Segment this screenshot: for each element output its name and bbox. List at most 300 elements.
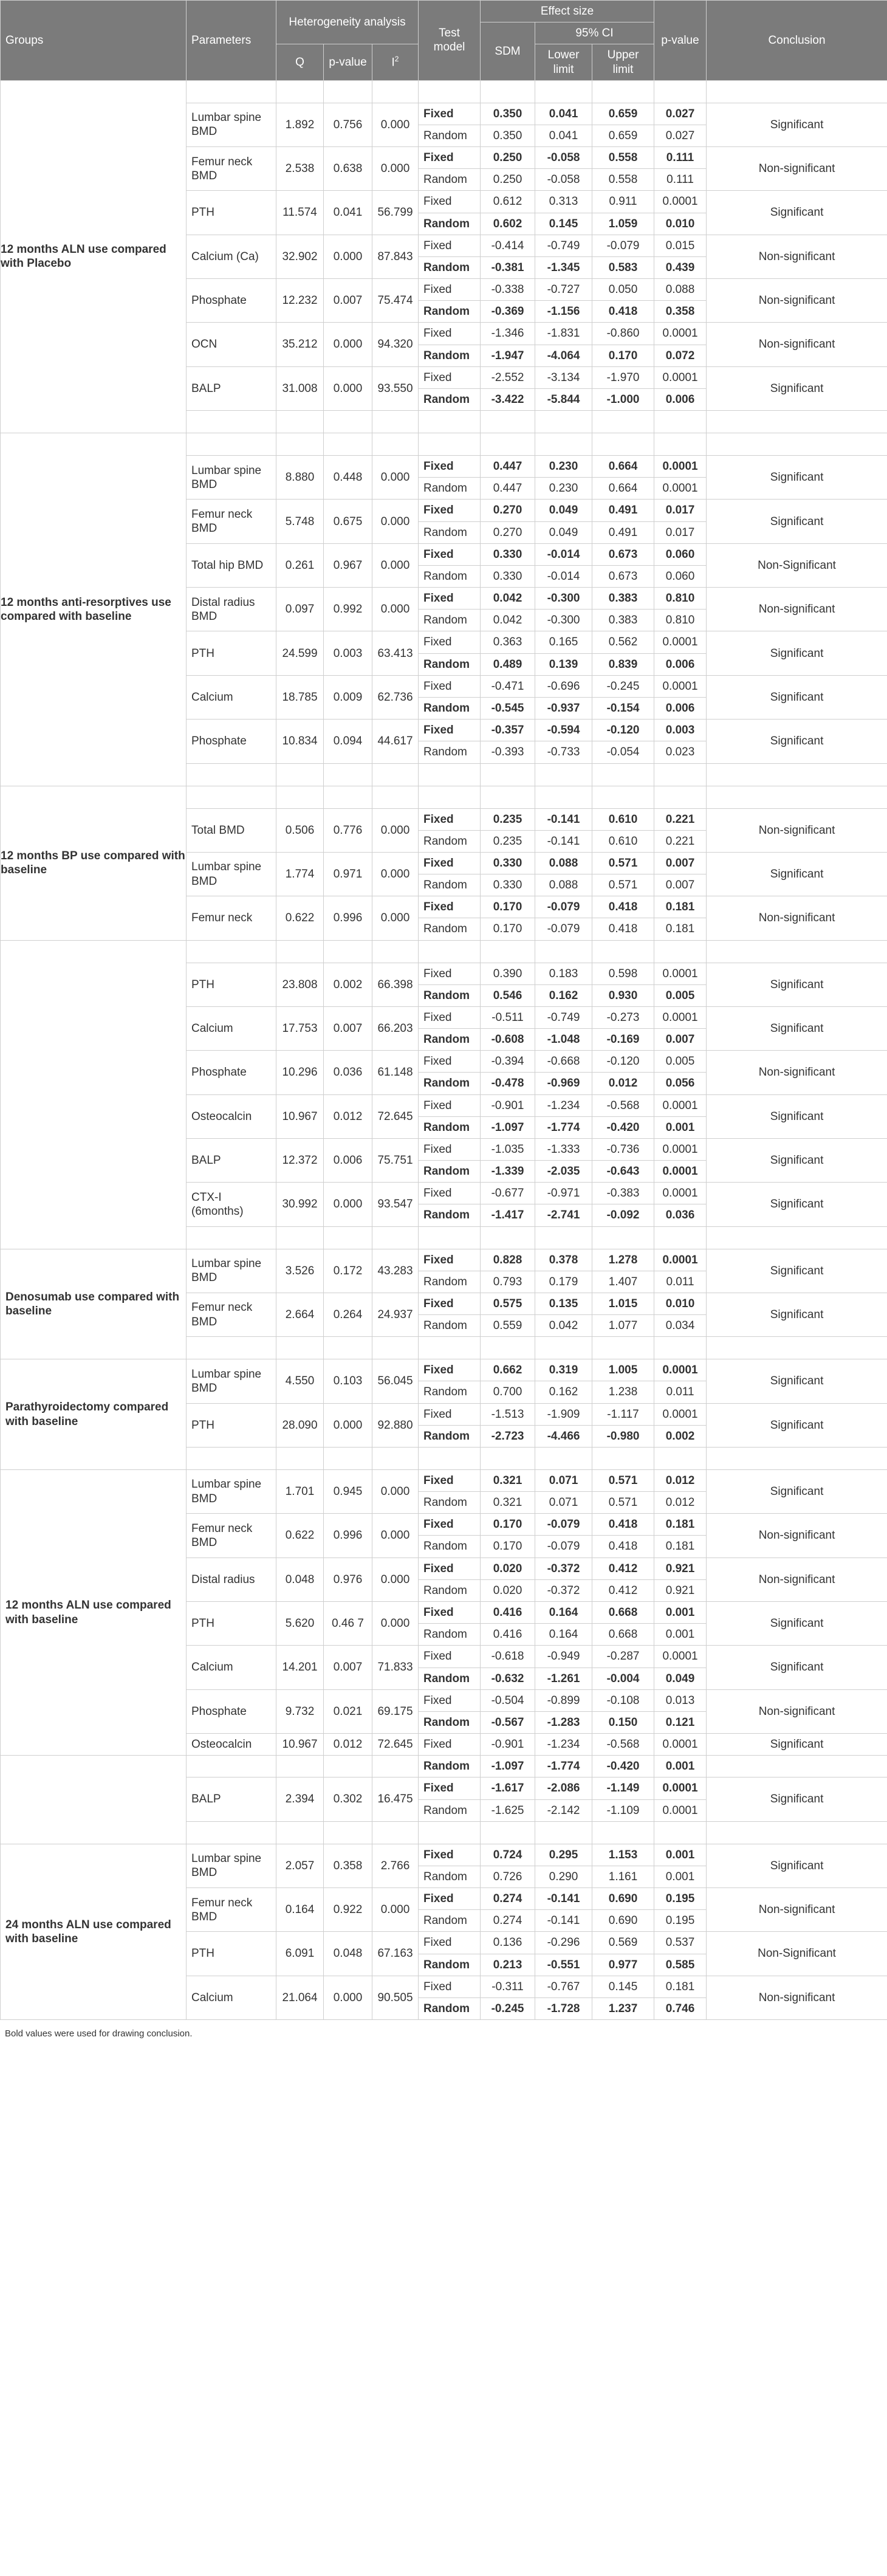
test-model: Random — [419, 256, 481, 278]
empty-cell — [276, 1821, 324, 1844]
ci-lower-limit: -2.086 — [535, 1777, 592, 1799]
heterogeneity-q: 0.261 — [276, 543, 324, 587]
heterogeneity-q: 0.622 — [276, 896, 324, 940]
empty-cell — [535, 1337, 592, 1359]
effect-sdm: -1.097 — [481, 1116, 535, 1138]
ci-upper-limit: -0.120 — [592, 720, 654, 741]
parameter-name: PTH — [187, 631, 276, 675]
empty-cell — [592, 763, 654, 786]
test-model: Fixed — [419, 1976, 481, 1997]
header-q: Q — [276, 44, 324, 80]
ci-lower-limit: -3.134 — [535, 366, 592, 388]
heterogeneity-q — [276, 1756, 324, 1777]
effect-p-value: 0.181 — [654, 1536, 707, 1558]
heterogeneity-q: 0.097 — [276, 588, 324, 631]
heterogeneity-q: 12.232 — [276, 279, 324, 323]
ci-upper-limit: 0.050 — [592, 279, 654, 301]
heterogeneity-q: 18.785 — [276, 675, 324, 719]
heterogeneity-q: 6.091 — [276, 1932, 324, 1976]
test-model: Random — [419, 1204, 481, 1226]
ci-lower-limit: -4.466 — [535, 1425, 592, 1447]
effect-sdm: 0.350 — [481, 125, 535, 146]
parameter-name: Femur neck BMD — [187, 1514, 276, 1558]
ci-upper-limit: 0.610 — [592, 830, 654, 852]
empty-cell — [187, 940, 276, 963]
heterogeneity-p-value: 0.000 — [324, 1183, 372, 1226]
ci-upper-limit: 0.571 — [592, 1469, 654, 1491]
ci-lower-limit: -0.079 — [535, 1514, 592, 1536]
test-model: Fixed — [419, 896, 481, 918]
effect-p-value: 0.0001 — [654, 323, 707, 345]
group-label — [1, 940, 187, 1249]
header-lower-limit: Lower limit — [535, 44, 592, 80]
effect-sdm: -0.393 — [481, 741, 535, 763]
heterogeneity-q: 2.057 — [276, 1844, 324, 1887]
ci-upper-limit: -0.273 — [592, 1006, 654, 1028]
heterogeneity-p-value: 0.003 — [324, 631, 372, 675]
effect-sdm: -0.478 — [481, 1073, 535, 1094]
heterogeneity-p-value: 0.006 — [324, 1138, 372, 1182]
effect-sdm: 0.612 — [481, 191, 535, 213]
ci-upper-limit: -0.383 — [592, 1183, 654, 1204]
ci-upper-limit: 0.571 — [592, 852, 654, 874]
ci-lower-limit: -0.733 — [535, 741, 592, 763]
parameter-name: Total hip BMD — [187, 543, 276, 587]
effect-p-value: 0.023 — [654, 741, 707, 763]
test-model: Random — [419, 1315, 481, 1337]
empty-cell — [276, 411, 324, 433]
ci-lower-limit: -1.909 — [535, 1403, 592, 1425]
parameter-name: Calcium — [187, 1006, 276, 1050]
heterogeneity-i2: 93.547 — [372, 1183, 419, 1226]
parameter-name: Osteocalcin — [187, 1734, 276, 1756]
conclusion: Non-significant — [707, 808, 887, 852]
test-model: Fixed — [419, 1138, 481, 1160]
effect-p-value: 0.0001 — [654, 631, 707, 653]
empty-cell — [187, 1337, 276, 1359]
header-test-model: Test model — [419, 1, 481, 81]
empty-cell — [707, 411, 887, 433]
conclusion: Non-significant — [707, 1976, 887, 2019]
heterogeneity-p-value: 0.000 — [324, 1976, 372, 2019]
test-model: Random — [419, 565, 481, 587]
spacer-row — [1, 433, 887, 456]
ci-upper-limit: -0.154 — [592, 697, 654, 719]
test-model: Random — [419, 1579, 481, 1601]
parameter-name: Lumbar spine BMD — [187, 852, 276, 896]
ci-lower-limit: 0.164 — [535, 1624, 592, 1646]
empty-cell — [276, 786, 324, 808]
heterogeneity-i2: 56.799 — [372, 191, 419, 235]
effect-sdm: -0.311 — [481, 1976, 535, 1997]
ci-lower-limit: -0.749 — [535, 235, 592, 256]
ci-upper-limit: 0.583 — [592, 256, 654, 278]
heterogeneity-q: 5.748 — [276, 500, 324, 543]
heterogeneity-p-value: 0.302 — [324, 1777, 372, 1821]
parameter-name — [187, 1756, 276, 1777]
effect-p-value: 0.0001 — [654, 1006, 707, 1028]
effect-sdm: -0.677 — [481, 1183, 535, 1204]
effect-p-value: 0.0001 — [654, 1734, 707, 1756]
empty-cell — [372, 786, 419, 808]
heterogeneity-q: 11.574 — [276, 191, 324, 235]
test-model: Fixed — [419, 279, 481, 301]
test-model: Fixed — [419, 456, 481, 478]
effect-sdm: -1.417 — [481, 1204, 535, 1226]
ci-lower-limit: -0.372 — [535, 1558, 592, 1579]
heterogeneity-i2: 75.751 — [372, 1138, 419, 1182]
test-model: Fixed — [419, 631, 481, 653]
heterogeneity-i2: 0.000 — [372, 500, 419, 543]
effect-sdm: 0.330 — [481, 543, 535, 565]
test-model: Random — [419, 1954, 481, 1976]
ci-upper-limit: -1.970 — [592, 366, 654, 388]
heterogeneity-i2: 0.000 — [372, 147, 419, 191]
ci-upper-limit: 0.491 — [592, 500, 654, 521]
conclusion: Non-significant — [707, 235, 887, 278]
effect-p-value: 0.810 — [654, 610, 707, 631]
ci-lower-limit: 0.135 — [535, 1293, 592, 1314]
effect-p-value: 0.0001 — [654, 963, 707, 984]
heterogeneity-p-value: 0.000 — [324, 1403, 372, 1447]
parameter-name: BALP — [187, 366, 276, 410]
parameter-name: Lumbar spine BMD — [187, 103, 276, 146]
ci-upper-limit: 1.077 — [592, 1315, 654, 1337]
ci-lower-limit: -0.058 — [535, 147, 592, 169]
test-model: Random — [419, 1799, 481, 1821]
ci-lower-limit: 0.162 — [535, 984, 592, 1006]
empty-cell — [419, 433, 481, 456]
empty-cell — [592, 411, 654, 433]
empty-cell — [372, 1226, 419, 1249]
test-model: Fixed — [419, 808, 481, 830]
effect-p-value: 0.0001 — [654, 366, 707, 388]
effect-sdm: -0.567 — [481, 1711, 535, 1733]
empty-cell — [707, 763, 887, 786]
ci-lower-limit: -0.749 — [535, 1006, 592, 1028]
ci-upper-limit: 0.150 — [592, 1711, 654, 1733]
ci-upper-limit: -0.420 — [592, 1756, 654, 1777]
table-row — [1, 1469, 887, 1491]
ci-upper-limit: -0.420 — [592, 1116, 654, 1138]
heterogeneity-q: 21.064 — [276, 1976, 324, 2019]
effect-p-value: 0.005 — [654, 1051, 707, 1073]
conclusion: Non-significant — [707, 588, 887, 631]
test-model: Fixed — [419, 323, 481, 345]
conclusion: Significant — [707, 1138, 887, 1182]
ci-lower-limit: 0.313 — [535, 191, 592, 213]
test-model: Random — [419, 1997, 481, 2019]
effect-p-value: 0.221 — [654, 808, 707, 830]
heterogeneity-q: 30.992 — [276, 1183, 324, 1226]
effect-sdm: -1.339 — [481, 1161, 535, 1183]
group-label: 24 months ALN use compared with baseline — [1, 1844, 187, 2019]
ci-upper-limit: -0.120 — [592, 1051, 654, 1073]
heterogeneity-i2: 44.617 — [372, 720, 419, 763]
header-groups: Groups — [1, 1, 187, 81]
effect-p-value: 0.012 — [654, 1492, 707, 1514]
ci-lower-limit: -4.064 — [535, 345, 592, 366]
effect-sdm: 0.447 — [481, 478, 535, 500]
ci-upper-limit: 0.383 — [592, 610, 654, 631]
header-parameters: Parameters — [187, 1, 276, 81]
ci-upper-limit: -0.568 — [592, 1734, 654, 1756]
empty-cell — [419, 80, 481, 103]
ci-lower-limit: -0.141 — [535, 830, 592, 852]
conclusion: Significant — [707, 720, 887, 763]
heterogeneity-p-value: 0.048 — [324, 1932, 372, 1976]
empty-cell — [187, 80, 276, 103]
conclusion: Non-significant — [707, 1514, 887, 1558]
effect-p-value: 0.0001 — [654, 1777, 707, 1799]
heterogeneity-p-value: 0.172 — [324, 1249, 372, 1293]
ci-lower-limit: 0.145 — [535, 213, 592, 235]
effect-sdm: 0.447 — [481, 456, 535, 478]
group-label: 12 months ALN use compared with Placebo — [1, 80, 187, 433]
ci-lower-limit: -0.141 — [535, 1910, 592, 1932]
empty-cell — [707, 940, 887, 963]
ci-upper-limit: -0.980 — [592, 1425, 654, 1447]
ci-upper-limit: 1.278 — [592, 1249, 654, 1271]
effect-p-value: 0.010 — [654, 213, 707, 235]
empty-cell — [654, 763, 707, 786]
heterogeneity-p-value: 0.967 — [324, 543, 372, 587]
effect-p-value: 0.060 — [654, 565, 707, 587]
ci-lower-limit: 0.183 — [535, 963, 592, 984]
effect-sdm: -1.947 — [481, 345, 535, 366]
header-effect-size: Effect size — [481, 1, 654, 22]
parameter-name: Osteocalcin — [187, 1094, 276, 1138]
ci-upper-limit: -1.149 — [592, 1777, 654, 1799]
test-model: Fixed — [419, 588, 481, 610]
ci-lower-limit: -2.741 — [535, 1204, 592, 1226]
effect-p-value: 0.0001 — [654, 191, 707, 213]
ci-lower-limit: 0.295 — [535, 1844, 592, 1866]
effect-sdm: -0.618 — [481, 1646, 535, 1668]
effect-p-value: 0.181 — [654, 918, 707, 940]
empty-cell — [324, 1226, 372, 1249]
empty-cell — [481, 940, 535, 963]
ci-upper-limit: 1.005 — [592, 1359, 654, 1381]
ci-lower-limit: 0.164 — [535, 1602, 592, 1624]
effect-p-value: 0.111 — [654, 147, 707, 169]
test-model: Random — [419, 1624, 481, 1646]
empty-cell — [419, 786, 481, 808]
ci-upper-limit: 0.977 — [592, 1954, 654, 1976]
effect-sdm: 0.170 — [481, 896, 535, 918]
empty-cell — [481, 411, 535, 433]
empty-cell — [372, 940, 419, 963]
ci-lower-limit: -2.035 — [535, 1161, 592, 1183]
effect-sdm: -0.414 — [481, 235, 535, 256]
header-sdm: SDM — [481, 22, 535, 81]
heterogeneity-p-value: 0.012 — [324, 1734, 372, 1756]
effect-p-value: 0.034 — [654, 1315, 707, 1337]
test-model: Fixed — [419, 1888, 481, 1910]
empty-cell — [535, 763, 592, 786]
conclusion: Non-Significant — [707, 543, 887, 587]
empty-cell — [535, 411, 592, 433]
parameter-name: Femur neck — [187, 896, 276, 940]
ci-lower-limit: -0.141 — [535, 1888, 592, 1910]
header-het-p-value: p-value — [324, 44, 372, 80]
effect-p-value: 0.027 — [654, 103, 707, 125]
empty-cell — [707, 1821, 887, 1844]
empty-cell — [481, 1337, 535, 1359]
effect-p-value: 0.0001 — [654, 1161, 707, 1183]
test-model: Random — [419, 1711, 481, 1733]
ci-lower-limit: -0.296 — [535, 1932, 592, 1954]
effect-p-value: 0.006 — [654, 697, 707, 719]
heterogeneity-q: 10.967 — [276, 1094, 324, 1138]
ci-upper-limit: 0.571 — [592, 1492, 654, 1514]
effect-p-value: 0.746 — [654, 1997, 707, 2019]
test-model: Random — [419, 1381, 481, 1403]
test-model: Random — [419, 1866, 481, 1887]
conclusion: Significant — [707, 456, 887, 500]
ci-upper-limit: -0.054 — [592, 741, 654, 763]
heterogeneity-q: 17.753 — [276, 1006, 324, 1050]
heterogeneity-i2: 69.175 — [372, 1689, 419, 1733]
parameter-name: PTH — [187, 1602, 276, 1646]
ci-lower-limit: -0.058 — [535, 169, 592, 191]
effect-sdm: -0.338 — [481, 279, 535, 301]
ci-lower-limit: 0.088 — [535, 852, 592, 874]
empty-cell — [654, 1337, 707, 1359]
heterogeneity-p-value — [324, 1756, 372, 1777]
conclusion: Non-significant — [707, 1888, 887, 1932]
heterogeneity-i2: 0.000 — [372, 1602, 419, 1646]
ci-upper-limit: -1.000 — [592, 388, 654, 410]
ci-upper-limit: -1.109 — [592, 1799, 654, 1821]
effect-sdm: 0.235 — [481, 830, 535, 852]
parameter-name: Phosphate — [187, 720, 276, 763]
parameter-name: Calcium — [187, 1976, 276, 2019]
conclusion: Non-Significant — [707, 1932, 887, 1976]
effect-sdm: -0.545 — [481, 697, 535, 719]
effect-p-value: 0.0001 — [654, 1183, 707, 1204]
effect-sdm: 0.270 — [481, 500, 535, 521]
empty-cell — [592, 940, 654, 963]
heterogeneity-p-value: 0.996 — [324, 1514, 372, 1558]
effect-p-value: 0.013 — [654, 1689, 707, 1711]
ci-lower-limit: -0.141 — [535, 808, 592, 830]
test-model: Random — [419, 1756, 481, 1777]
ci-upper-limit: 0.690 — [592, 1888, 654, 1910]
effect-p-value: 0.921 — [654, 1579, 707, 1601]
effect-p-value: 0.221 — [654, 830, 707, 852]
table-row — [1, 1844, 887, 1866]
heterogeneity-q: 23.808 — [276, 963, 324, 1006]
effect-p-value: 0.0001 — [654, 1249, 707, 1271]
ci-lower-limit: 0.041 — [535, 125, 592, 146]
effect-sdm: 0.330 — [481, 852, 535, 874]
ci-lower-limit: -0.014 — [535, 543, 592, 565]
empty-cell — [654, 80, 707, 103]
table-header — [1, 1, 887, 81]
ci-lower-limit: -0.969 — [535, 1073, 592, 1094]
ci-upper-limit: 0.418 — [592, 1536, 654, 1558]
effect-p-value: 0.111 — [654, 169, 707, 191]
effect-sdm: -0.394 — [481, 1051, 535, 1073]
effect-p-value: 0.088 — [654, 279, 707, 301]
test-model: Random — [419, 1116, 481, 1138]
empty-cell — [372, 80, 419, 103]
test-model: Random — [419, 741, 481, 763]
test-model: Random — [419, 874, 481, 896]
heterogeneity-i2: 43.283 — [372, 1249, 419, 1293]
parameter-name: Calcium (Ca) — [187, 235, 276, 278]
heterogeneity-i2: 0.000 — [372, 896, 419, 940]
ci-upper-limit: 0.418 — [592, 896, 654, 918]
conclusion: Non-significant — [707, 279, 887, 323]
ci-lower-limit: 0.049 — [535, 500, 592, 521]
ci-upper-limit: 0.930 — [592, 984, 654, 1006]
heterogeneity-q: 1.774 — [276, 852, 324, 896]
effect-p-value: 0.036 — [654, 1204, 707, 1226]
empty-cell — [419, 763, 481, 786]
heterogeneity-i2: 2.766 — [372, 1844, 419, 1887]
table-row — [1, 1756, 887, 1777]
ci-upper-limit: -0.004 — [592, 1668, 654, 1689]
effect-sdm: 0.274 — [481, 1888, 535, 1910]
empty-cell — [481, 1226, 535, 1249]
effect-p-value: 0.181 — [654, 896, 707, 918]
test-model: Fixed — [419, 1359, 481, 1381]
empty-cell — [654, 1821, 707, 1844]
ci-upper-limit: -0.079 — [592, 235, 654, 256]
test-model: Random — [419, 1271, 481, 1293]
effect-p-value: 0.195 — [654, 1910, 707, 1932]
test-model: Random — [419, 478, 481, 500]
empty-cell — [707, 786, 887, 808]
heterogeneity-q: 2.538 — [276, 147, 324, 191]
heterogeneity-p-value: 0.041 — [324, 191, 372, 235]
heterogeneity-p-value: 0.996 — [324, 896, 372, 940]
ci-lower-limit: -0.014 — [535, 565, 592, 587]
conclusion: Significant — [707, 1469, 887, 1513]
heterogeneity-q: 9.732 — [276, 1689, 324, 1733]
empty-cell — [419, 1821, 481, 1844]
empty-cell — [654, 411, 707, 433]
conclusion: Non-significant — [707, 1051, 887, 1094]
empty-cell — [187, 1821, 276, 1844]
parameter-name: Femur neck BMD — [187, 1888, 276, 1932]
empty-cell — [276, 433, 324, 456]
parameter-name: Lumbar spine BMD — [187, 456, 276, 500]
heterogeneity-i2: 0.000 — [372, 1469, 419, 1513]
conclusion: Significant — [707, 1602, 887, 1646]
effect-sdm: 0.250 — [481, 169, 535, 191]
empty-cell — [535, 1447, 592, 1469]
heterogeneity-i2: 0.000 — [372, 1888, 419, 1932]
effect-p-value: 0.001 — [654, 1756, 707, 1777]
ci-upper-limit: 0.418 — [592, 301, 654, 323]
effect-sdm: 0.575 — [481, 1293, 535, 1314]
ci-lower-limit: -1.048 — [535, 1029, 592, 1051]
heterogeneity-q: 0.506 — [276, 808, 324, 852]
ci-upper-limit: 0.571 — [592, 874, 654, 896]
conclusion: Significant — [707, 631, 887, 675]
empty-cell — [707, 80, 887, 103]
conclusion: Significant — [707, 1094, 887, 1138]
conclusion: Non-significant — [707, 1558, 887, 1601]
empty-cell — [372, 1337, 419, 1359]
effect-p-value: 0.012 — [654, 1469, 707, 1491]
test-model: Fixed — [419, 720, 481, 741]
empty-cell — [276, 1337, 324, 1359]
test-model: Fixed — [419, 1777, 481, 1799]
